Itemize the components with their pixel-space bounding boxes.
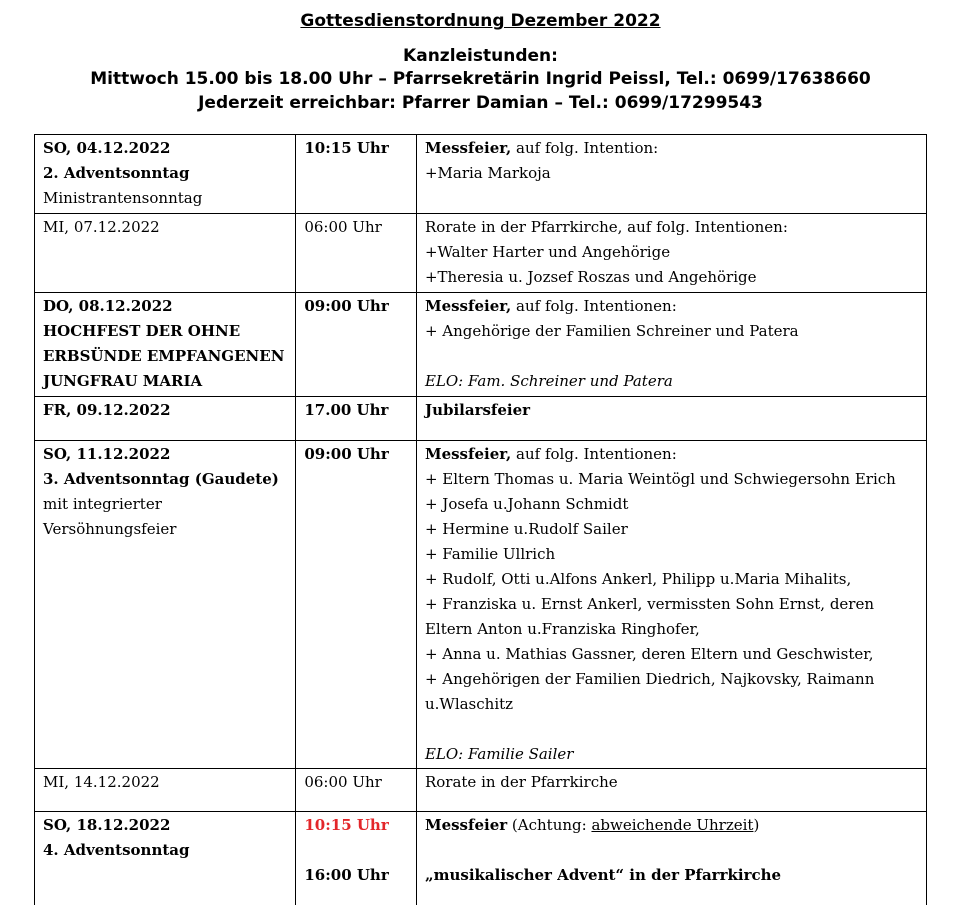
intention-item: +Walter Harter und Angehörige — [424, 243, 671, 261]
event-title: Messfeier, — [424, 297, 512, 315]
service-time: 06:00 Uhr — [304, 773, 382, 791]
elo-note: ELO: Familie Sailer — [424, 745, 574, 763]
event-suffix: auf folg. Intention: — [511, 139, 659, 157]
office-hours-label: Kanzleistunden: — [403, 46, 558, 66]
availability-text: Jederzeit erreichbar: Pfarrer Damian – Tel.: 0699/17299543 — [198, 93, 763, 113]
date-cell — [35, 293, 296, 397]
time-cell — [296, 769, 417, 812]
intention-item: + Hermine u.Rudolf Sailer — [424, 520, 628, 538]
intention-item: + Anna u. Mathias Gassner, deren Eltern und Geschwister, — [424, 645, 874, 663]
intention-item: + Angehörigen der Familien Diedrich, Najkovsky, Raimann — [424, 670, 875, 688]
service-occasion: ERBSÜNDE EMPFANGENEN — [43, 347, 285, 365]
intention-item: u.Wlaschitz — [424, 695, 514, 713]
intention-item: + Angehörige der Familien Schreiner und Patera — [424, 322, 799, 340]
intention-item: + Josefa u.Johann Schmidt — [424, 495, 629, 513]
date-cell — [35, 214, 296, 293]
intention-item: +Maria Markoja — [424, 164, 551, 182]
time-cell — [296, 397, 417, 441]
event-cell — [416, 812, 926, 906]
table-row — [35, 769, 927, 812]
intention-item: + Eltern Thomas u. Maria Weintögl und Schwiegersohn Erich — [424, 470, 896, 488]
table-row — [35, 812, 927, 906]
elo-note: ELO: Fam. Schreiner und Patera — [424, 372, 673, 390]
event-title: Messfeier, — [424, 139, 512, 157]
service-note: Versöhnungsfeier — [43, 520, 177, 538]
table-row — [35, 293, 927, 397]
intention-item: + Franziska u. Ernst Ankerl, vermissten Sohn Ernst, deren — [424, 595, 875, 613]
event-title: „musikalischer Advent“ in der Pfarrkirche — [424, 866, 782, 884]
event-cell — [416, 769, 926, 812]
event-cell — [416, 397, 926, 441]
table-row — [35, 214, 927, 293]
date-cell — [35, 769, 296, 812]
service-occasion: HOCHFEST DER OHNE — [43, 322, 241, 340]
service-time: 06:00 Uhr — [304, 218, 382, 236]
intention-item: + Familie Ullrich — [424, 545, 556, 563]
service-note: Ministrantensonntag — [43, 189, 203, 207]
service-occasion: 4. Adventsonntag — [43, 841, 190, 859]
service-note: mit integrierter — [43, 495, 162, 513]
event-cell — [416, 214, 926, 293]
event-title: Jubilarsfeier — [424, 401, 531, 419]
service-occasion: JUNGFRAU MARIA — [43, 372, 203, 390]
time-cell — [296, 812, 417, 906]
time-cell — [296, 214, 417, 293]
time-cell — [296, 293, 417, 397]
event-suffix: auf folg. Intentionen: — [511, 297, 677, 315]
event-text: Rorate in der Pfarrkirche — [424, 773, 618, 791]
event-title: Messfeier — [424, 816, 508, 834]
service-date: DO, 08.12.2022 — [43, 297, 173, 315]
service-schedule-table — [34, 134, 927, 905]
time-cell — [296, 441, 417, 769]
event-cell — [416, 293, 926, 397]
service-date: FR, 09.12.2022 — [43, 401, 171, 419]
date-cell — [35, 397, 296, 441]
service-time: 16:00 Uhr — [304, 866, 389, 884]
intention-item: +Theresia u. Jozsef Roszas und Angehörige — [424, 268, 757, 286]
event-title: Messfeier, — [424, 445, 512, 463]
page-title: Gottesdienstordnung Dezember 2022 — [300, 11, 661, 31]
service-time: 09:00 Uhr — [304, 297, 389, 315]
event-note: (Achtung: — [507, 816, 592, 834]
event-text: Rorate in der Pfarrkirche, auf folg. Intentionen: — [424, 218, 788, 236]
service-time-highlight: 10:15 Uhr — [304, 816, 389, 834]
office-hours-text: Mittwoch 15.00 bis 18.00 Uhr – Pfarrsekretärin Ingrid Peissl, Tel.: 0699/17638660 — [90, 69, 871, 89]
table-row — [35, 397, 927, 441]
service-date: SO, 11.12.2022 — [43, 445, 171, 463]
service-time: 09:00 Uhr — [304, 445, 389, 463]
event-suffix: auf folg. Intentionen: — [511, 445, 677, 463]
event-note-underlined: abweichende Uhrzeit — [591, 816, 754, 834]
service-date: SO, 18.12.2022 — [43, 816, 171, 834]
date-cell — [35, 135, 296, 214]
date-cell — [35, 812, 296, 906]
table-row — [35, 135, 927, 214]
service-time: 10:15 Uhr — [304, 139, 389, 157]
event-note-close: ) — [753, 816, 760, 834]
event-cell — [416, 441, 926, 769]
intention-item: Eltern Anton u.Franziska Ringhofer, — [424, 620, 700, 638]
service-date: MI, 07.12.2022 — [43, 218, 160, 236]
date-cell — [35, 441, 296, 769]
event-cell — [416, 135, 926, 214]
table-row — [35, 441, 927, 769]
service-occasion: 3. Adventsonntag (Gaudete) — [43, 470, 279, 488]
service-date: MI, 14.12.2022 — [43, 773, 160, 791]
service-date: SO, 04.12.2022 — [43, 139, 171, 157]
service-occasion: 2. Adventsonntag — [43, 164, 190, 182]
service-time: 17.00 Uhr — [304, 401, 389, 419]
time-cell — [296, 135, 417, 214]
intention-item: + Rudolf, Otti u.Alfons Ankerl, Philipp u.Maria Mihalits, — [424, 570, 852, 588]
